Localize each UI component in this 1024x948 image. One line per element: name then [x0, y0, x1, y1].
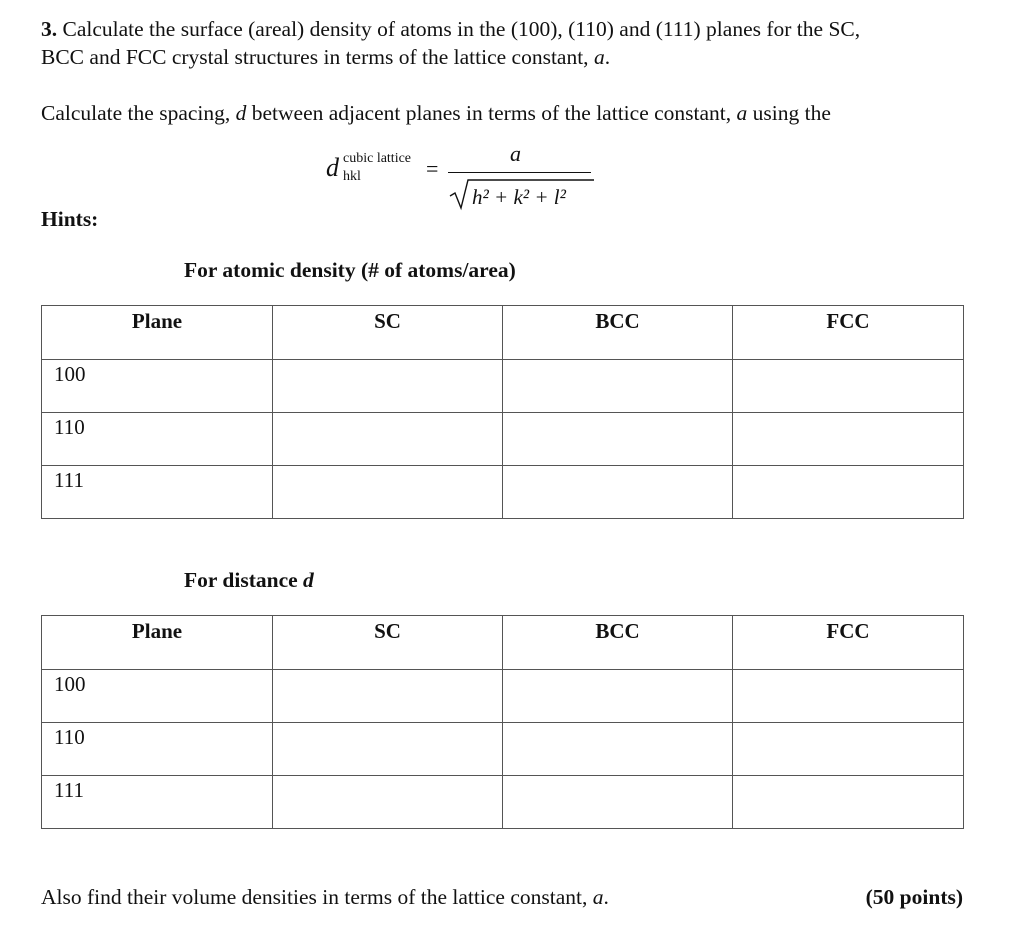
- footer-period: .: [603, 885, 609, 909]
- hints-label: Hints:: [41, 207, 99, 231]
- distance-caption-text: For distance: [184, 568, 304, 592]
- footer-instruction: [41, 883, 609, 911]
- answer-cell[interactable]: [273, 466, 503, 519]
- header-fcc: FCC: [733, 616, 964, 670]
- table-header-row: [42, 616, 964, 670]
- spacing-instruction: [41, 99, 831, 127]
- header-plane: Plane: [42, 616, 273, 670]
- question-text-1: Calculate the surface (areal) density of atoms in the (100), (110) and (111) planes for the SC,: [62, 17, 861, 41]
- footer-var-a: a: [592, 885, 604, 909]
- formula-radicand: h² + k² + l²: [472, 185, 566, 209]
- footer-text: Also find their volume densities in terms of the lattice constant,: [41, 885, 593, 909]
- plane-label: 100: [42, 360, 273, 413]
- distance-caption-var: d: [303, 568, 314, 592]
- answer-cell[interactable]: [503, 776, 733, 829]
- header-plane: Plane: [42, 306, 273, 360]
- points-label: (50 points): [865, 885, 963, 909]
- plane-label: 100: [42, 670, 273, 723]
- answer-cell[interactable]: [503, 466, 733, 519]
- table-row: [42, 360, 964, 413]
- question-line-2: [41, 43, 610, 71]
- answer-cell[interactable]: [503, 360, 733, 413]
- answer-cell[interactable]: [273, 723, 503, 776]
- table-row: [42, 723, 964, 776]
- spacing-text-prefix: Calculate the spacing,: [41, 101, 236, 125]
- answer-cell[interactable]: [733, 466, 964, 519]
- question-text-2: BCC and FCC crystal structures in terms of the lattice constant,: [41, 45, 594, 69]
- answer-cell[interactable]: [273, 670, 503, 723]
- spacing-text-middle: between adjacent planes in terms of the lattice constant,: [246, 101, 737, 125]
- header-sc: SC: [273, 306, 503, 360]
- square-root-sign: [448, 174, 598, 214]
- answer-cell[interactable]: [733, 413, 964, 466]
- distance-table: [41, 615, 964, 829]
- plane-label: 110: [42, 413, 273, 466]
- answer-cell[interactable]: [503, 670, 733, 723]
- question-period: .: [604, 45, 611, 69]
- answer-cell[interactable]: [273, 413, 503, 466]
- formula-symbol: d: [326, 153, 339, 182]
- answer-cell[interactable]: [273, 360, 503, 413]
- question-number: 3.: [41, 17, 58, 41]
- spacing-var-a: a: [736, 101, 748, 125]
- header-sc: SC: [273, 616, 503, 670]
- table-row: [42, 413, 964, 466]
- question-var-a: a: [593, 45, 605, 69]
- density-table-caption: For atomic density (# of atoms/area): [184, 258, 516, 282]
- table-row: [42, 776, 964, 829]
- plane-label: 110: [42, 723, 273, 776]
- distance-table-caption: [184, 566, 314, 594]
- answer-cell[interactable]: [733, 360, 964, 413]
- answer-cell[interactable]: [503, 413, 733, 466]
- header-bcc: BCC: [503, 616, 733, 670]
- formula-superscript: cubic lattice: [343, 151, 412, 166]
- plane-label: 111: [42, 466, 273, 519]
- spacing-text-suffix: using the: [747, 101, 831, 125]
- table-row: [42, 466, 964, 519]
- formula-subscript: hkl: [343, 169, 361, 184]
- answer-cell[interactable]: [733, 776, 964, 829]
- spacing-var-d: d: [235, 101, 247, 125]
- answer-cell[interactable]: [733, 723, 964, 776]
- answer-cell[interactable]: [733, 670, 964, 723]
- answer-cell[interactable]: [503, 723, 733, 776]
- header-bcc: BCC: [503, 306, 733, 360]
- plane-label: 111: [42, 776, 273, 829]
- header-fcc: FCC: [733, 306, 964, 360]
- fraction-bar: [448, 172, 591, 173]
- question-line-1: [41, 15, 860, 43]
- formula-numerator: a: [510, 141, 521, 166]
- formula-equals: =: [426, 156, 439, 181]
- density-table: [41, 305, 964, 519]
- table-row: [42, 670, 964, 723]
- table-header-row: [42, 306, 964, 360]
- spacing-formula: [326, 140, 596, 215]
- answer-cell[interactable]: [273, 776, 503, 829]
